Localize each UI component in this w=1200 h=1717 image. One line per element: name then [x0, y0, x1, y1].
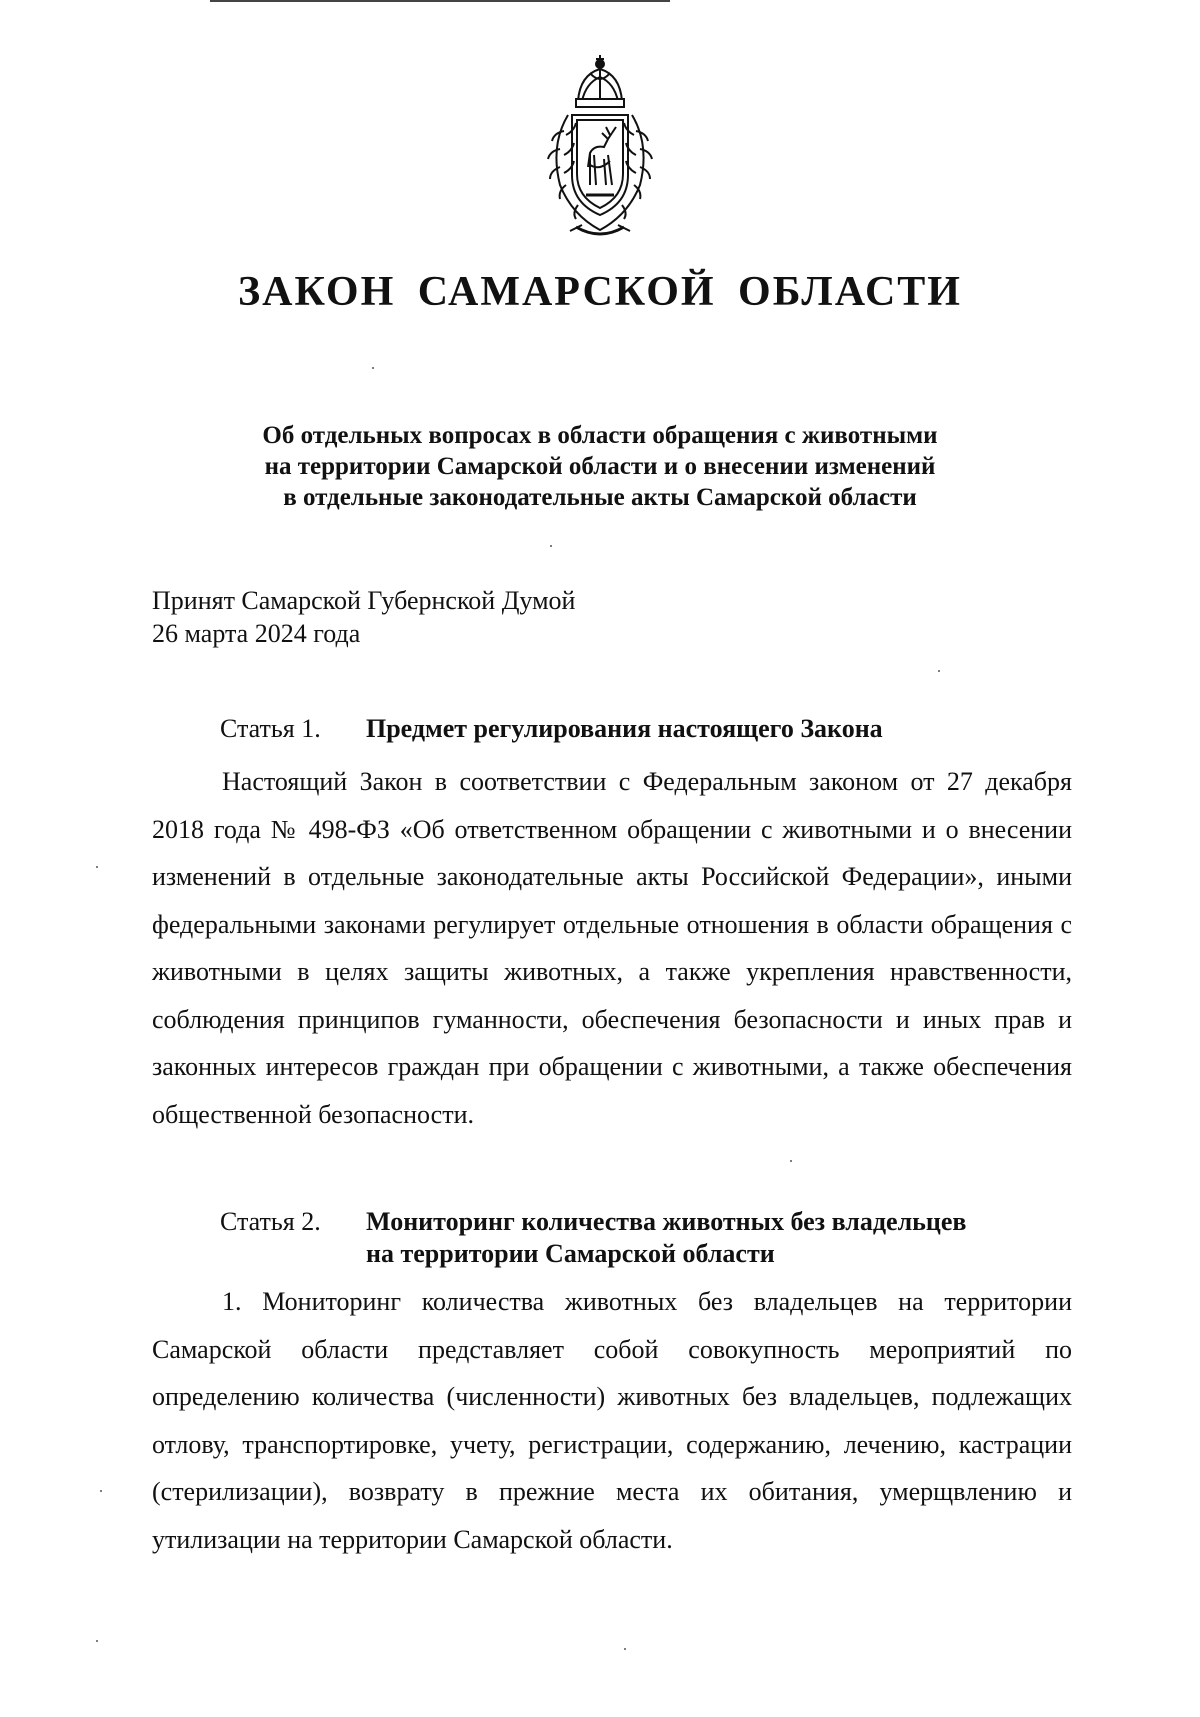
article-title-line: Мониторинг количества животных без владельцев	[366, 1207, 967, 1236]
law-subtitle	[150, 420, 1050, 513]
scan-speck	[372, 367, 374, 369]
article-1-heading	[220, 713, 883, 745]
scan-speck	[790, 1160, 792, 1162]
article-title-line: Предмет регулирования настоящего Закона	[366, 714, 883, 743]
article-paragraph: 1. Мониторинг количества животных без владельцев на территории Самарской области представляет собой совокупность мероприятий по определению количества (численности) животных без владельцев, подлежащих отлову, транспортировке, учету, регистрации, содержанию, лечению, кастрации (стерилизации), возврату в прежние места их обитания, умерщвлению и утилизации на территории Самарской области.	[152, 1287, 1072, 1554]
article-title	[366, 1206, 966, 1270]
subtitle-line: на территории Самарской области и о внесении изменений	[264, 453, 936, 480]
scan-speck	[550, 545, 552, 547]
article-title	[366, 713, 883, 745]
article-title-line: на территории Самарской области	[366, 1239, 775, 1268]
article-1-body	[152, 758, 1072, 1138]
subtitle-line: Об отдельных вопросах в области обращения с животными	[262, 422, 938, 449]
adopted-by: Принят Самарской Губернской Думой	[152, 586, 576, 615]
law-title: ЗАКОН САМАРСКОЙ ОБЛАСТИ	[238, 269, 962, 315]
scan-speck	[100, 1490, 102, 1492]
subtitle-line: в отдельные законодательные акты Самарской области	[283, 484, 917, 511]
scan-speck	[938, 670, 940, 672]
article-number: Статья 2.	[220, 1207, 321, 1236]
article-paragraph: Настоящий Закон в соответствии с Федеральным законом от 27 декабря 2018 года № 498-ФЗ «Об ответственном обращении с животными и о внесении изменений в отдельные законодательные акты Российской Федерации», иными федеральными законами регулирует отдельные отношения в области обращения с животными в целях защиты животных, а также укрепления нравственности, соблюдения принципов гуманности, обеспечения безопасности и иных прав и законных интересов граждан при обращении с животными, а также обеспечения общественной безопасности.	[152, 767, 1072, 1129]
scan-speck	[624, 1648, 626, 1650]
article-2-body	[152, 1278, 1072, 1563]
adopted-date: 26 марта 2024 года	[152, 619, 361, 648]
article-number: Статья 1.	[220, 714, 321, 743]
article-2-heading	[220, 1206, 966, 1270]
adoption-info	[152, 584, 575, 650]
scan-edge-line	[210, 0, 670, 2]
scan-speck	[96, 1640, 98, 1642]
samara-coat-of-arms-icon	[530, 55, 670, 243]
scan-speck	[96, 866, 98, 868]
